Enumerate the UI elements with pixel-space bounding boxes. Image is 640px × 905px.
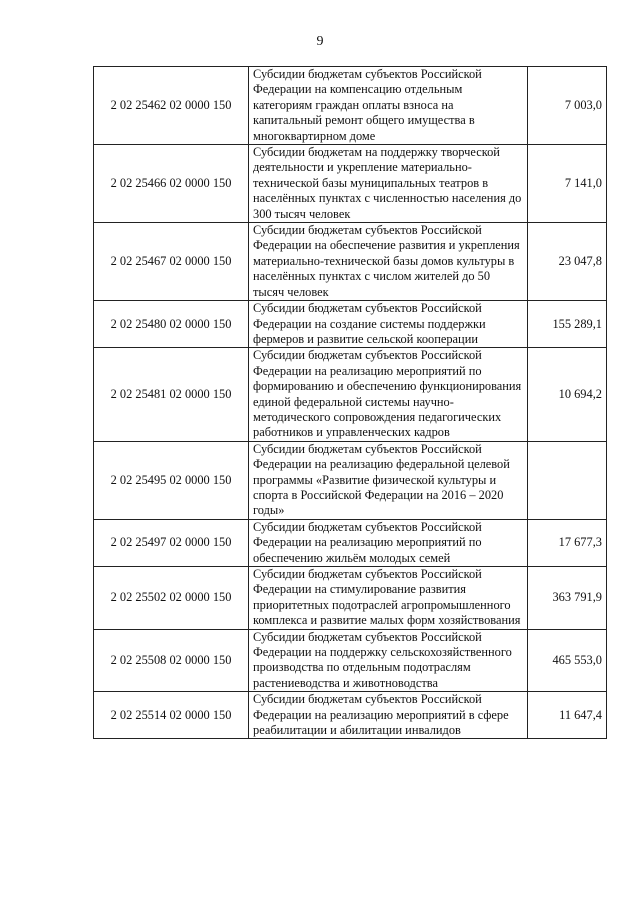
income-description: Субсидии бюджетам субъектов Российской Федерации на реализацию мероприятий в сфере реабилитации и абилитации инвалидов [249,692,528,739]
amount: 363 791,9 [528,567,607,630]
income-description: Субсидии бюджетам субъектов Российской Федерации на обеспечение развития и укрепления материально-технической базы домов культуры в населённых пунктах с числом жителей до 50 тысяч человек [249,223,528,301]
amount [528,441,607,519]
income-description: Субсидии бюджетам субъектов Российской Федерации на стимулирование развития приоритетных подотраслей агропромышленного комплекса и развитие малых форм хозяйствования [249,567,528,630]
budget-code: 2 02 25467 02 0000 150 [94,223,249,301]
table-row [94,692,607,739]
budget-code: 2 02 25514 02 0000 150 [94,692,249,739]
income-description: Субсидии бюджетам субъектов Российской Федерации на реализацию федеральной целевой программы «Развитие физической культуры и спорта в Российской Федерации на 2016 – 2020 годы» [249,441,528,519]
budget-table [93,66,607,739]
table-row [94,301,607,348]
budget-code: 2 02 25462 02 0000 150 [94,67,249,145]
table-row [94,629,607,692]
amount: 23 047,8 [528,223,607,301]
amount: 7 003,0 [528,67,607,145]
amount: 17 677,3 [528,519,607,566]
amount: 465 553,0 [528,629,607,692]
page-number: 9 [316,34,324,49]
amount: 155 289,1 [528,301,607,348]
budget-code: 2 02 25497 02 0000 150 [94,519,249,566]
table-row [94,223,607,301]
income-description: Субсидии бюджетам субъектов Российской Федерации на реализацию мероприятий по формированию и обеспечению функционирования единой федеральной системы научно-методического сопровождения педагогических работников и управленческих кадров [249,348,528,441]
income-description: Субсидии бюджетам субъектов Российской Федерации на компенсацию отдельным категориям граждан оплаты взноса на капитальный ремонт общего имущества в многоквартирном доме [249,67,528,145]
budget-code: 2 02 25502 02 0000 150 [94,567,249,630]
amount: 11 647,4 [528,692,607,739]
budget-code: 2 02 25495 02 0000 150 [94,441,249,519]
budget-code: 2 02 25481 02 0000 150 [94,348,249,441]
income-description: Субсидии бюджетам на поддержку творческой деятельности и укрепление материально-технической базы муниципальных театров в населённых пунктах с численностью населения до 300 тысяч человек [249,145,528,223]
table-row [94,67,607,145]
table-row [94,441,607,519]
table-row [94,348,607,441]
table-row [94,567,607,630]
income-description: Субсидии бюджетам субъектов Российской Федерации на реализацию мероприятий по обеспечению жильём молодых семей [249,519,528,566]
amount: 7 141,0 [528,145,607,223]
budget-code: 2 02 25466 02 0000 150 [94,145,249,223]
budget-code: 2 02 25508 02 0000 150 [94,629,249,692]
amount: 10 694,2 [528,348,607,441]
table-row [94,145,607,223]
budget-code: 2 02 25480 02 0000 150 [94,301,249,348]
income-description: Субсидии бюджетам субъектов Российской Федерации на создание системы поддержки фермеров и развитие сельской кооперации [249,301,528,348]
income-description: Субсидии бюджетам субъектов Российской Федерации на поддержку сельскохозяйственного производства по отдельным подотраслям растениеводства и животноводства [249,629,528,692]
table-row [94,519,607,566]
